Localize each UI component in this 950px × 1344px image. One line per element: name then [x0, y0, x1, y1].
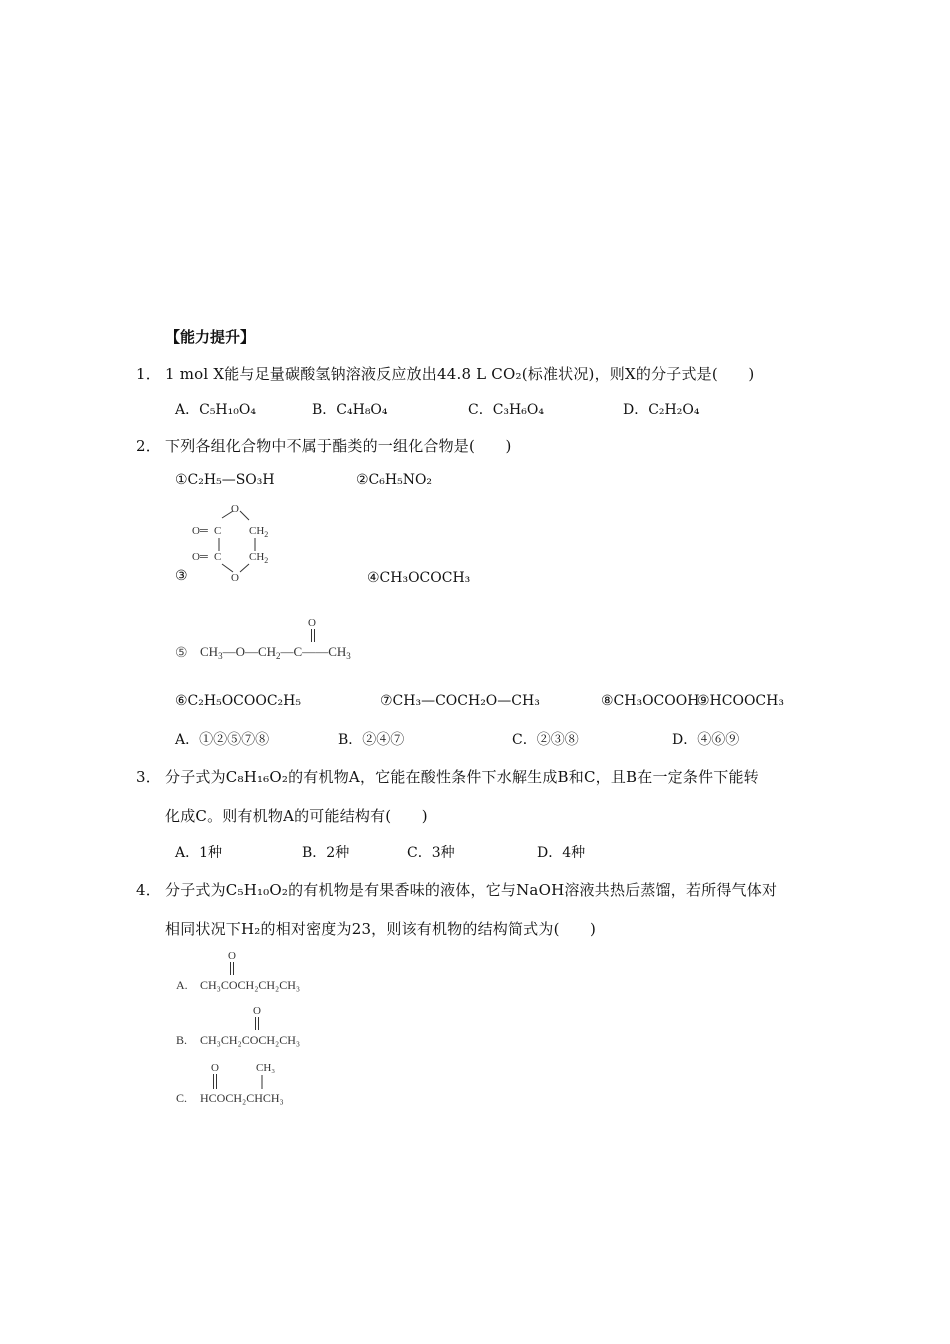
- q3-line-1: 分子式为C₈H₁₆O₂的有机物A，它能在酸性条件下水解生成B和C，且B在一定条件下能转: [165, 768, 759, 786]
- q2-text: 下列各组化合物中不属于酯类的一组化合物是( ): [165, 437, 512, 455]
- q1-option-b: B．C₄H₈O₄: [312, 402, 388, 418]
- ring-c-1: C: [214, 525, 222, 537]
- section-title: 【能力提升】: [165, 328, 256, 346]
- q4-line-2: 相同状况下H₂的相对密度为23，则该有机物的结构简式为( ): [165, 920, 597, 938]
- ring-ch2-2: $CH_2$: [249, 551, 269, 565]
- q2-number: 2．: [136, 437, 161, 455]
- q4a-formula: CH₃COCH₂CH₂CH₃: [200, 978, 301, 992]
- q2-item-2: ②C₆H₅NO₂: [356, 472, 433, 488]
- q2-item-8: ⑧CH₃OCOOH: [601, 693, 700, 709]
- q4a-label: A.: [176, 978, 188, 992]
- q3-line-2: 化成C。则有机物A的可能结构有( ): [165, 807, 428, 825]
- s5-carbonyl-o: O: [308, 617, 316, 629]
- q4a-carbonyl-o: O: [228, 950, 236, 962]
- q3-option-a: A．1种: [175, 845, 223, 861]
- q2-item-6: ⑥C₂H₅OCOOC₂H₅: [175, 693, 301, 709]
- q4c-label: C.: [176, 1091, 188, 1105]
- q4-option-c-structure: [170, 1057, 370, 1112]
- q2-option-c: C．②③⑧: [512, 732, 579, 748]
- q4-number: 4．: [136, 881, 161, 899]
- q4b-carbonyl-o: O: [253, 1005, 261, 1017]
- ring-dbl-o-2: O═: [192, 551, 208, 563]
- q2-item-4: ④CH₃OCOCH₃: [367, 570, 471, 586]
- ring-ch2-1: $CH_2$: [249, 525, 269, 539]
- q1-text: 1 mol X能与足量碳酸氢钠溶液反应放出44.8 L CO₂(标准状况)，则X的分子式是( ): [165, 365, 755, 383]
- q4c-formula: HCOCH₂CHCH₃: [200, 1091, 284, 1105]
- q2-item-3-ring-structure: [185, 498, 285, 588]
- s5-chain: $CH_3—O—CH_2—C——CH_3$: [200, 644, 351, 661]
- q4c-carbonyl-o: O: [211, 1062, 219, 1074]
- q2-option-a: A．①②⑤⑦⑧: [175, 732, 270, 748]
- q1-number: 1．: [136, 365, 161, 383]
- q2-item-1: ①C₂H₅—SO₃H: [175, 472, 275, 488]
- q3-option-c: C．3种: [407, 845, 455, 861]
- q1-option-d: D．C₂H₂O₄: [623, 402, 700, 418]
- q2-item-5: ⑤: [175, 645, 188, 661]
- q3-option-d: D．4种: [537, 845, 586, 861]
- q4-line-1: 分子式为C₅H₁₀O₂的有机物是有果香味的液体，它与NaOH溶液共热后蒸馏，若所得气体对: [165, 881, 778, 899]
- q2-item-7: ⑦CH₃—COCH₂O—CH₃: [380, 693, 540, 709]
- q4b-label: B.: [176, 1033, 188, 1047]
- q2-item-5-structure: [196, 612, 371, 662]
- q4-option-b-structure: [170, 1000, 370, 1052]
- q3-option-b: B．2种: [302, 845, 350, 861]
- q1-option-a: A．C₅H₁₀O₄: [175, 402, 256, 418]
- q2-item-3: ③: [175, 568, 188, 584]
- q3-number: 3．: [136, 768, 161, 786]
- q4c-branch: CH₃: [256, 1062, 276, 1074]
- q4b-formula: CH₃CH₂COCH₂CH₃: [200, 1033, 301, 1047]
- q1-option-c: C．C₃H₆O₄: [468, 402, 544, 418]
- ring-c-2: C: [214, 551, 222, 563]
- q4-option-a-structure: [170, 945, 370, 997]
- q2-option-b: B．②④⑦: [338, 732, 405, 748]
- q2-item-9: ⑨HCOOCH₃: [697, 693, 784, 709]
- ring-dbl-o-1: O═: [192, 525, 208, 537]
- q2-option-d: D．④⑥⑨: [672, 732, 740, 748]
- ring-o-top: O: [231, 503, 239, 515]
- ring-o-bottom: O: [231, 572, 239, 584]
